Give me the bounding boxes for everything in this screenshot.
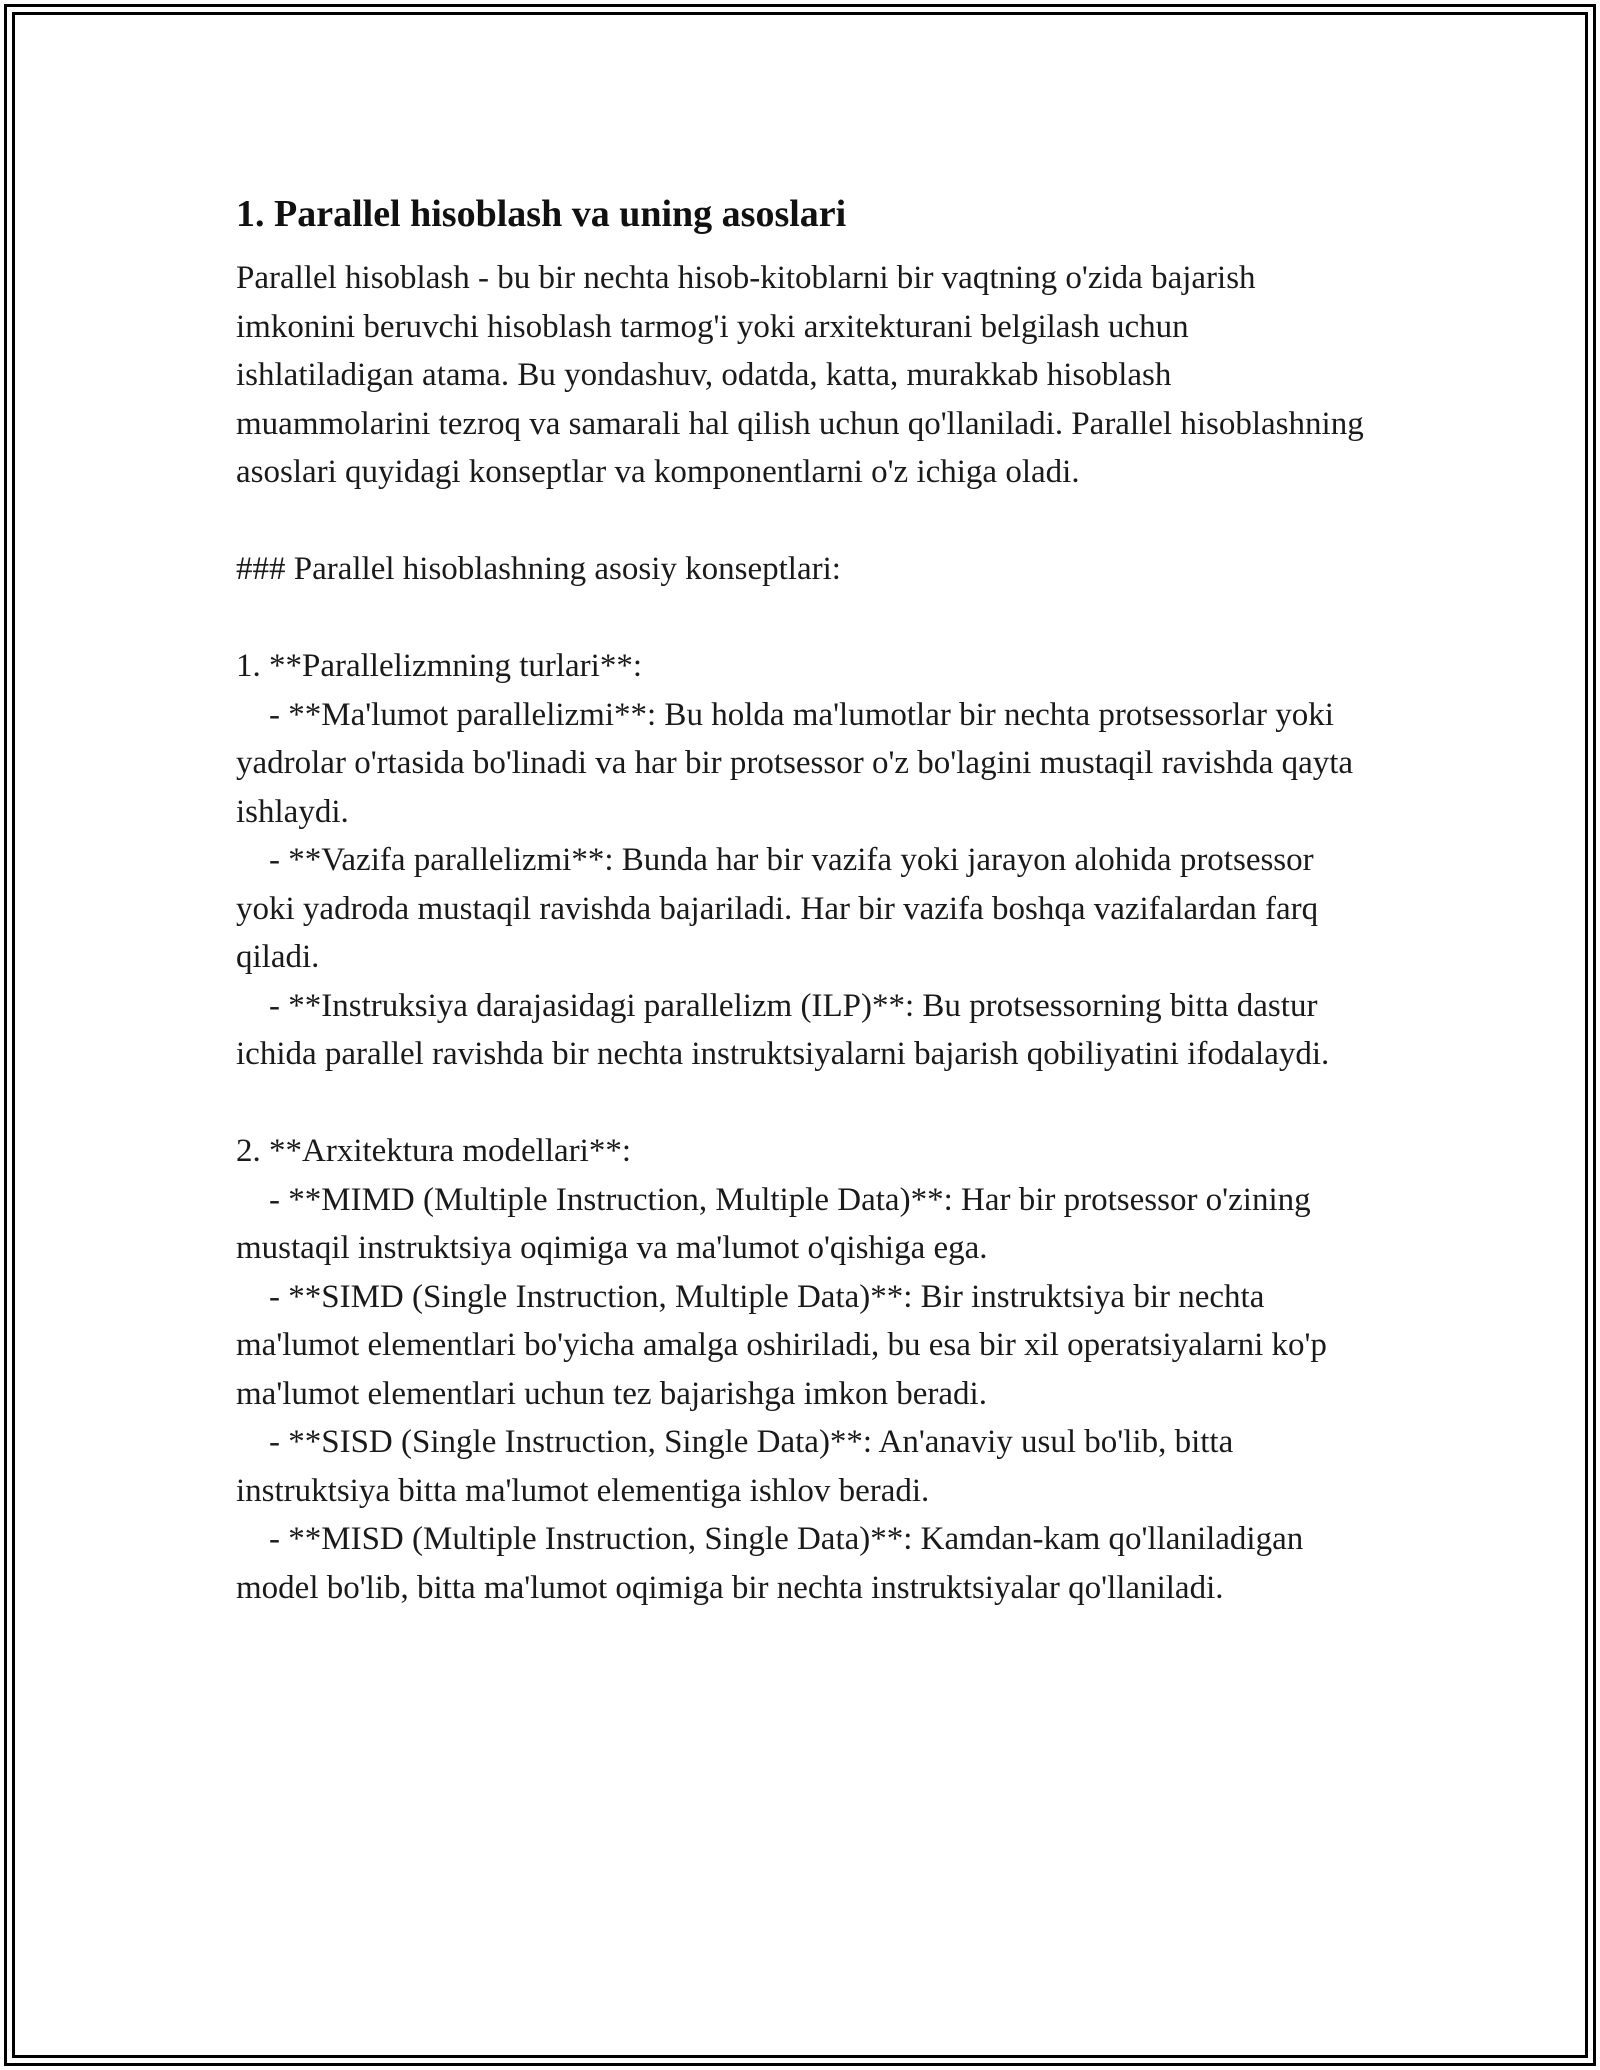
section-heading: ### Parallel hisoblashning asosiy konseptlari: — [236, 551, 841, 587]
list1-item: - **Vazifa parallelizmi**: Bunda har bir vazifa yoki jarayon alohida protsessor yoki yadroda mustaqil ravishda bajariladi. Har bir vazifa boshqa vazifalardan farq qiladi. — [236, 842, 1327, 975]
list1-header: 1. **Parallelizmning turlari**: — [236, 648, 642, 684]
list2-header: 2. **Arxitektura modellari**: — [236, 1133, 631, 1169]
list2-item: - **SIMD (Single Instruction, Multiple Data)**: Bir instruktsiya bir nechta ma'lumot elementlari bo'yicha amalga oshiriladi, bu esa bir xil operatsiyalarni ko'p ma'lumot elementlari uchun tez bajarishga imkon beradi. — [236, 1278, 1336, 1412]
document-body — [236, 188, 1372, 1612]
list1-item: - **Instruksiya darajasidagi parallelizm (ILP)**: Bu protsessorning bitta dastur ichida parallel ravishda bir nechta instruktsiyalarni bajarish qobiliyatini ifodalaydi. — [236, 987, 1330, 1072]
spacer — [236, 594, 1366, 643]
document-title: 1. Parallel hisoblash va uning asoslari — [236, 193, 847, 235]
list1-item: - **Ma'lumot parallelizmi**: Bu holda ma'lumotlar bir nechta protsessorlar yoki yadrolar o'rtasida bo'linadi va har bir protsessor o'z bo'lagini mustaqil ravishda qayta ishlaydi. — [236, 696, 1362, 830]
spacer — [236, 1079, 1366, 1128]
spacer — [236, 497, 1366, 546]
intro-paragraph: Parallel hisoblash - bu bir nechta hisob-kitoblarni bir vaqtning o'zida bajarish imkonini beruvchi hisoblash tarmog'i yoki arxitekturani belgilash uchun ishlatiladigan atama. Bu yondashuv, odatda, katta, murakkab hisoblash muammolarini tezroq va samarali hal qilish uchun qo'llaniladi. Parallel hisoblashning asoslari quyidagi konseptlar va komponentlarni o'z ichiga oladi. — [236, 260, 1372, 490]
list2-item: - **MIMD (Multiple Instruction, Multiple Data)**: Har bir protsessor o'zining mustaqil instruktsiya oqimiga va ma'lumot o'qishiga ega. — [236, 1181, 1319, 1266]
list2-item: - **MISD (Multiple Instruction, Single Data)**: Kamdan-kam qo'llaniladigan model bo'lib, bitta ma'lumot oqimiga bir nechta instruktsiyalar qo'llaniladi. — [236, 1521, 1312, 1606]
list2-item: - **SISD (Single Instruction, Single Data)**: An'anaviy usul bo'lib, bitta instruktsiya bitta ma'lumot elementiga ishlov beradi. — [236, 1424, 1242, 1509]
